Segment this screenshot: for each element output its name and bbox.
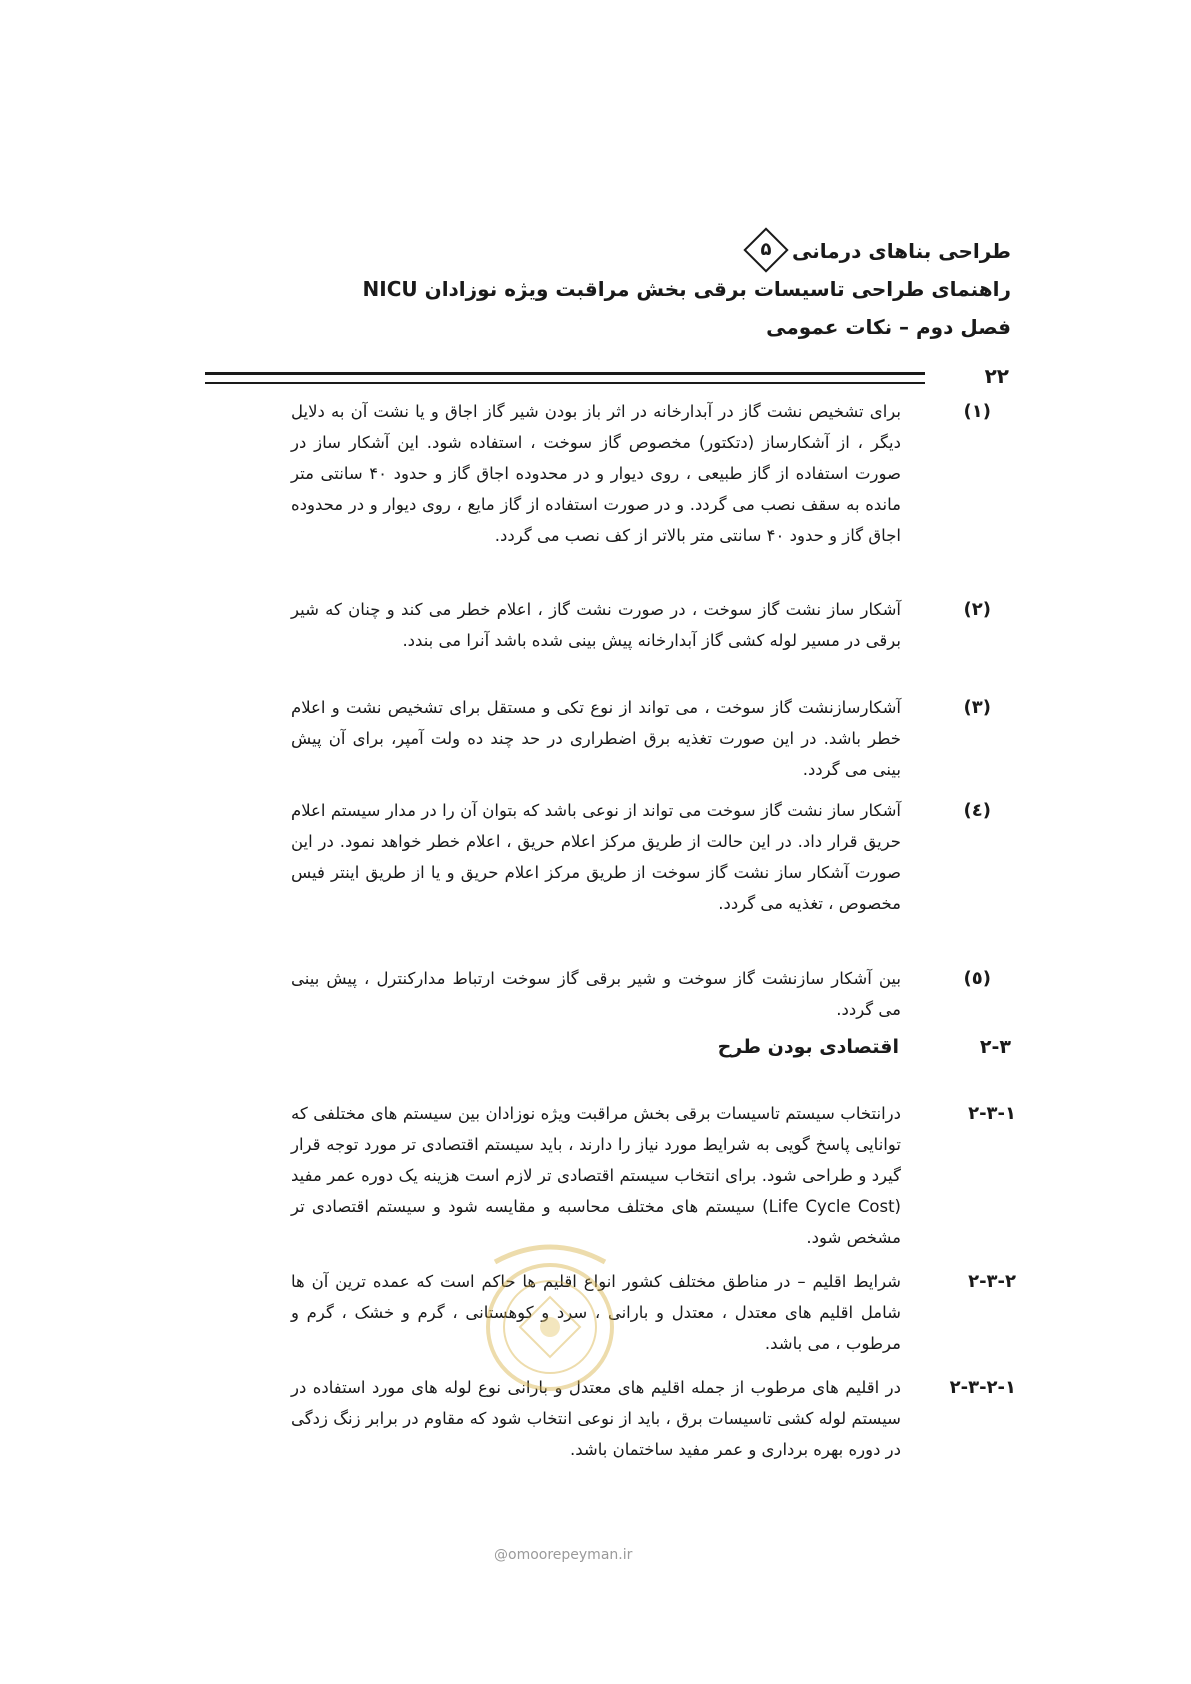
note-number: (۱) — [963, 401, 991, 422]
watermark-seal-icon — [475, 1232, 625, 1432]
note-item — [291, 795, 991, 919]
subsection-text: شرایط اقلیم – در مناطق مختلف کشور انواع اقلیم ها حاکم است که عمده ترین آن ها شامل اقلیم های معتدل ، معتدل و بارانی ، سرد و کوهستانی ، گرم و خشک ، گرم و مرطوب ، می باشد. — [291, 1272, 901, 1353]
subsection-number: ۲-۳-۲-۱ — [949, 1377, 1016, 1398]
note-number: (٤) — [963, 800, 991, 821]
note-text: آشکار ساز نشت گاز سوخت می تواند از نوعی باشد که بتوان آن را در مدار سیستم اعلام حریق قرار داد. در این حالت از طریق مرکز اعلام حریق ، اعلام خطر خواهد نمود. در این صورت آشکار ساز نشت گاز سوخت از طریق مرکز اعلام حریق و یا از طریق اینتر فیس مخصوص ، تغذیه می گردد. — [291, 801, 901, 913]
subsection-text: درانتخاب سیستم تاسیسات برقی بخش مراقبت ویژه نوزادان بین سیستم های مختلفی که توانایی پاسخ گویی به شرایط مورد نیاز را دارند ، باید سیستم اقتصادی تر مورد توجه قرار گیرد و طراحی شود. برای انتخاب سیستم اقتصادی تر لازم است هزینه یک دوره عمر مفید (Life Cycle Cost) سیستم های مختلف محاسبه و مقایسه شود و سیستم اقتصادی تر مشخص شود. — [291, 1104, 901, 1247]
note-text: برای تشخیص نشت گاز در آبدارخانه در اثر باز بودن شیر گاز اجاق و یا نشت آن به دلایل دیگر ، از آشکارساز (دتکتور) مخصوص گاز سوخت ، استفاده شود. این آشکار ساز در صورت استفاده از گاز طبیعی ، روی دیوار و در محدوده اجاق گاز و حدود ۴۰ سانتی متر مانده به سقف نصب می گردد. و در صورت استفاده از گاز مایع ، روی دیوار و در محدوده اجاق گاز و حدود ۴۰ سانتی متر بالاتر از کف نصب می گردد. — [291, 402, 901, 545]
note-text: آشکارسازنشت گاز سوخت ، می تواند از نوع تکی و مستقل برای تشخیص نشت و اعلام خطر باشد. در این صورت تغذیه برق اضطراری در حد چند ده ولت آمپر، برای آن پیش بینی می گردد. — [291, 698, 901, 779]
guide-title: راهنمای طراحی تاسیسات برقی بخش مراقبت ویژه نوزادان NICU — [362, 277, 1011, 301]
series-title: طراحی بناهای درمانی — [791, 239, 1011, 263]
subsection-number: ۲-۳-۱ — [968, 1103, 1016, 1124]
note-text: بین آشکار سازنشت گاز سوخت و شیر برقی گاز سوخت ارتباط مدارکنترل ، پیش بینی می گردد. — [291, 969, 901, 1019]
note-item — [291, 692, 991, 785]
chapter-title: فصل دوم – نکات عمومی — [766, 315, 1011, 339]
subsection-text: در اقلیم های مرطوب از جمله اقلیم های معتدل و بارانی نوع لوله های مورد استفاده در سیستم لوله کشی تاسیسات برق ، باید از نوعی انتخاب شود که مقاوم در برابر زنگ زدگی در دوره بهره برداری و عمر مفید ساختمان باشد. — [291, 1378, 901, 1459]
series-title-line — [171, 232, 1011, 270]
section-number: ۲-۳ — [979, 1036, 1011, 1058]
page-header — [171, 232, 1011, 346]
header-rule — [205, 372, 925, 384]
watermark-url: @omoorepeyman.ir — [494, 1547, 633, 1563]
note-item — [291, 963, 991, 1025]
subsection-item — [291, 1098, 1016, 1253]
note-number: (۲) — [963, 599, 991, 620]
series-number-badge — [743, 227, 788, 272]
note-item — [291, 396, 991, 551]
note-text: آشکار ساز نشت گاز سوخت ، در صورت نشت گاز ، اعلام خطر می کند و چنان که شیر برقی در مسیر لوله کشی گاز آبدارخانه پیش بینی شده باشد آنرا می بندد. — [291, 600, 901, 650]
series-number: ۵ — [760, 238, 772, 260]
subsection-number: ۲-۳-۲ — [968, 1271, 1016, 1292]
section-title: اقتصادی بودن طرح — [717, 1036, 899, 1058]
note-item — [291, 594, 991, 656]
page-number: ۲۲ — [984, 364, 1009, 388]
note-number: (٥) — [963, 968, 991, 989]
note-number: (۳) — [963, 697, 991, 718]
